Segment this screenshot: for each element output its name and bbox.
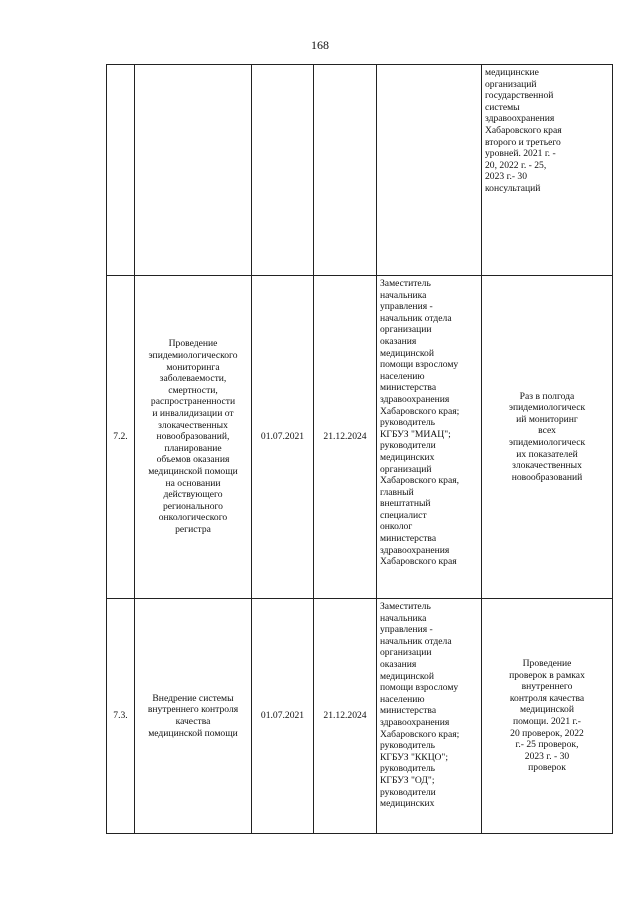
start-date-cell: [252, 64, 314, 276]
responsible-cell: Заместитель начальника управления - начальник отдела организации оказания медицинской помощи взрослому населению министерства здравоохранения Хабаровского края; руководитель КГБУЗ "МИАЦ"; руководители медицинских организаций Хабаровского края, главный внештатный специалист онколог министерства здравоохранения Хабаровского края: [377, 276, 482, 599]
activity-cell: [135, 64, 252, 276]
row-number-cell: 7.2.: [106, 276, 135, 599]
row-number-cell: 7.3.: [106, 599, 135, 834]
result-cell: Раз в полгода эпидемиологическ ий мониторинг всех эпидемиологическ их показателей злокачественных новообразований: [482, 276, 613, 599]
start-date-cell: 01.07.2021: [252, 599, 314, 834]
result-cell: Проведение проверок в рамках внутреннего контроля качества медицинской помощи. 2021 г.- 20 проверок, 2022 г.- 25 проверок, 2023 г. - 30 проверок: [482, 599, 613, 834]
responsible-cell: Заместитель начальника управления - начальник отдела организации оказания медицинской помощи взрослому населению министерства здравоохранения Хабаровского края; руководитель КГБУЗ "ККЦО"; руководитель КГБУЗ "ОД"; руководители медицинских: [377, 599, 482, 834]
result-cell: медицинские организаций государственной системы здравоохранения Хабаровского края второго и третьего уровней. 2021 г. - 20, 2022 г. - 25, 2023 г.- 30 консультаций: [482, 64, 613, 276]
start-date-cell: 01.07.2021: [252, 276, 314, 599]
end-date-cell: [314, 64, 377, 276]
row-number-cell: [106, 64, 135, 276]
page-number: 168: [311, 38, 329, 52]
end-date-cell: 21.12.2024: [314, 276, 377, 599]
activity-cell: Проведение эпидемиологического мониторинга заболеваемости, смертности, распространенности и инвалидизации от злокачественных новообразований, планирование объемов оказания медицинской помощи на основании действующего регионального онкологического регистра: [135, 276, 252, 599]
responsible-cell: [377, 64, 482, 276]
end-date-cell: 21.12.2024: [314, 599, 377, 834]
continuation-table: [106, 64, 613, 834]
activity-cell: Внедрение системы внутреннего контроля качества медицинской помощи: [135, 599, 252, 834]
